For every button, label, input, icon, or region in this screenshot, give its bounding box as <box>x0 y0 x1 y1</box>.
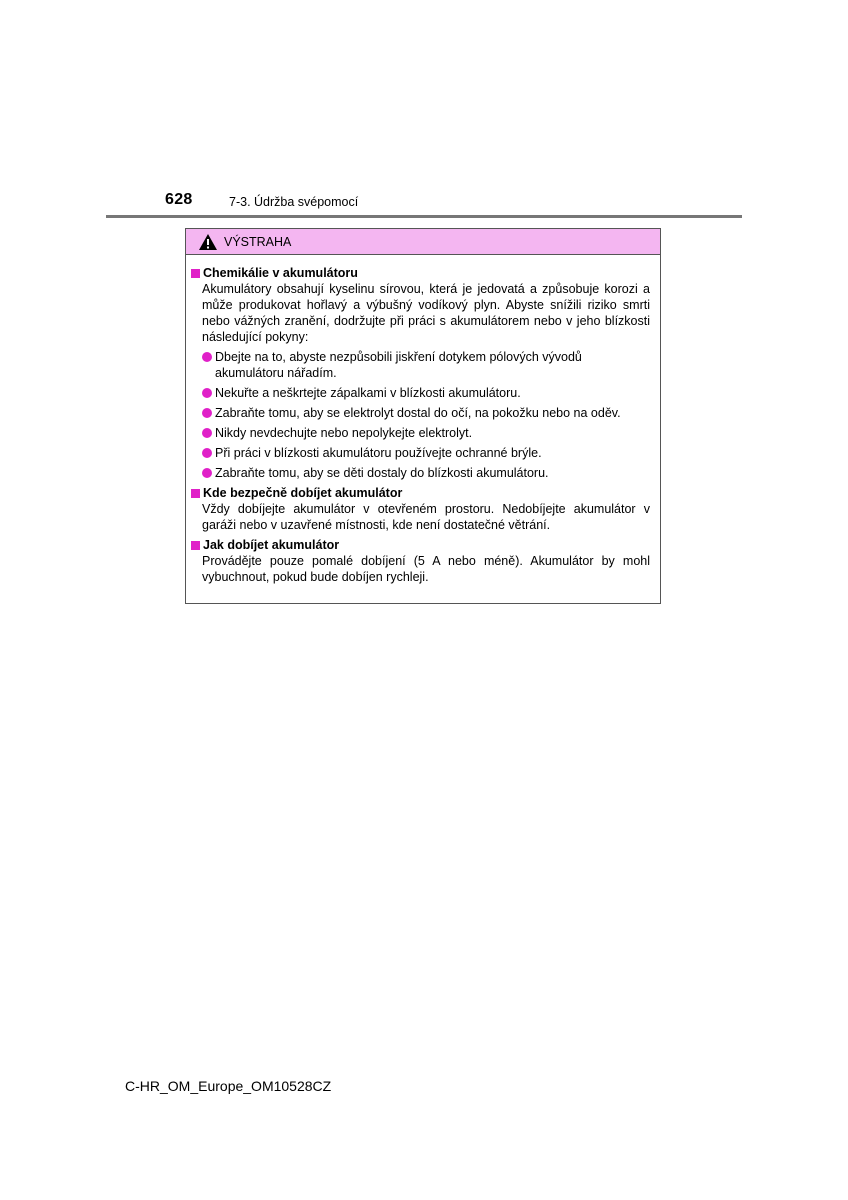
section-heading: Jak dobíjet akumulátor <box>191 537 650 553</box>
section-title: 7-3. Údržba svépomocí <box>229 195 359 209</box>
warning-header <box>186 229 660 255</box>
circle-bullet-icon <box>202 448 212 458</box>
section-paragraph: Akumulátory obsahují kyselinu sírovou, která je jedovatá a způsobuje korozi a může produkovat hořlavý a výbušný vodíkový plyn. Abyste snížili riziko smrti nebo vážných zranění, dodržujte při práci s akumulátorem nebo v jeho blízkosti následující pokyny: <box>202 282 650 344</box>
list-item: Dbejte na to, abyste nezpůsobili jiskření dotykem pólových vývodů akumulátoru nářadím. <box>191 349 650 381</box>
page-number: 628 <box>165 191 193 208</box>
square-bullet-icon <box>191 269 200 278</box>
list-item: Nekuřte a neškrtejte zápalkami v blízkosti akumulátoru. <box>191 385 650 401</box>
list-item: Nikdy nevdechujte nebo nepolykejte elektrolyt. <box>191 425 650 441</box>
warning-triangle-icon <box>198 233 218 251</box>
list-item: Zabraňte tomu, aby se elektrolyt dostal do očí, na pokožku nebo na oděv. <box>191 405 650 421</box>
header-divider <box>106 215 742 218</box>
section-heading: Chemikálie v akumulátoru <box>191 265 650 281</box>
document-code: C-HR_OM_Europe_OM10528CZ <box>125 1078 332 1094</box>
warning-content <box>186 255 660 585</box>
square-bullet-icon <box>191 489 200 498</box>
list-item: Při práci v blízkosti akumulátoru používejte ochranné brýle. <box>191 445 650 461</box>
circle-bullet-icon <box>202 388 212 398</box>
warning-box <box>185 228 661 604</box>
circle-bullet-icon <box>202 428 212 438</box>
circle-bullet-icon <box>202 468 212 478</box>
list-item: Zabraňte tomu, aby se děti dostaly do blízkosti akumulátoru. <box>191 465 650 481</box>
section-heading: Kde bezpečně dobíjet akumulátor <box>191 485 650 501</box>
circle-bullet-icon <box>202 352 212 362</box>
warning-title: VÝSTRAHA <box>224 234 292 249</box>
section-paragraph: Provádějte pouze pomalé dobíjení (5 A nebo méně). Akumulátor by mohl vybuchnout, pokud bude dobíjen rychleji. <box>202 554 650 584</box>
section-paragraph: Vždy dobíjejte akumulátor v otevřeném prostoru. Nedobíjejte akumulátor v garáži nebo v uzavřené místnosti, kde není dostatečné větrání. <box>202 502 650 532</box>
square-bullet-icon <box>191 541 200 550</box>
circle-bullet-icon <box>202 408 212 418</box>
